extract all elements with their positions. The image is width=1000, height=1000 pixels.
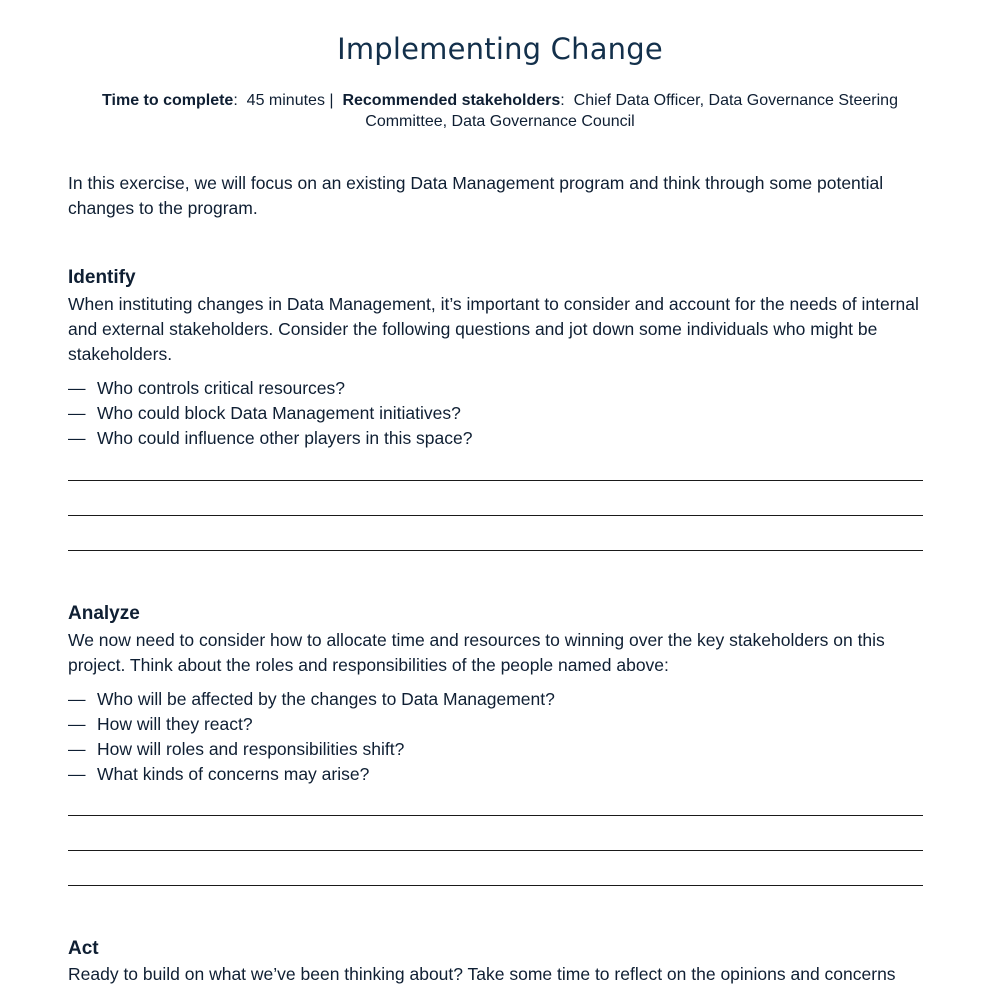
dash-bullet: — <box>68 689 86 709</box>
identify-bullet-list <box>68 376 928 451</box>
identify-heading: Identify <box>68 267 136 288</box>
page-title: Implementing Change <box>337 32 663 66</box>
analyze-bullet-list <box>68 687 928 787</box>
dash-bullet: — <box>68 764 86 784</box>
identify-answer-line-1[interactable] <box>68 480 923 481</box>
analyze-answer-line-2[interactable] <box>68 850 923 851</box>
list-item: — How will roles and responsibilities shift? <box>68 737 928 762</box>
time-label: Time to complete <box>102 92 234 109</box>
meta-separator: | <box>329 92 334 109</box>
list-item: — How will they react? <box>68 712 928 737</box>
identify-answer-line-2[interactable] <box>68 515 923 516</box>
meta-info: Time to complete: 45 minutes | Recommended stakeholders: Chief Data Officer, Data Governance Steering Committee, Data Governance Council <box>102 92 898 130</box>
dash-bullet: — <box>68 378 86 398</box>
stakeholders-label: Recommended stakeholders <box>342 92 561 109</box>
list-item: — Who will be affected by the changes to Data Management? <box>68 687 928 712</box>
list-item: — Who controls critical resources? <box>68 376 928 401</box>
dash-bullet: — <box>68 428 86 448</box>
stakeholders-value: Chief Data Officer, Data Governance Steering Committee, Data Governance Council <box>365 92 898 130</box>
identify-body: When instituting changes in Data Management, it’s important to consider and account for the needs of internal and external stakeholders. Consider the following questions and jot down some individuals who might be stakeholders. <box>68 294 919 364</box>
act-heading: Act <box>68 938 99 959</box>
dash-bullet: — <box>68 714 86 734</box>
act-body: Ready to build on what we’ve been thinking about? Take some time to reflect on the opinions and concerns <box>68 964 896 984</box>
list-item: — Who could influence other players in this space? <box>68 426 928 451</box>
list-item: — Who could block Data Management initiatives? <box>68 401 928 426</box>
analyze-answer-line-1[interactable] <box>68 815 923 816</box>
analyze-answer-line-3[interactable] <box>68 885 923 886</box>
list-item: — What kinds of concerns may arise? <box>68 762 928 787</box>
time-value: 45 minutes <box>246 92 325 109</box>
identify-answer-line-3[interactable] <box>68 550 923 551</box>
analyze-heading: Analyze <box>68 603 140 624</box>
intro-paragraph: In this exercise, we will focus on an existing Data Management program and think through some potential changes to the program. <box>68 173 884 218</box>
dash-bullet: — <box>68 739 86 759</box>
analyze-body: We now need to consider how to allocate time and resources to winning over the key stakeholders on this project. Think about the roles and responsibilities of the people named above: <box>68 630 885 675</box>
dash-bullet: — <box>68 403 86 423</box>
